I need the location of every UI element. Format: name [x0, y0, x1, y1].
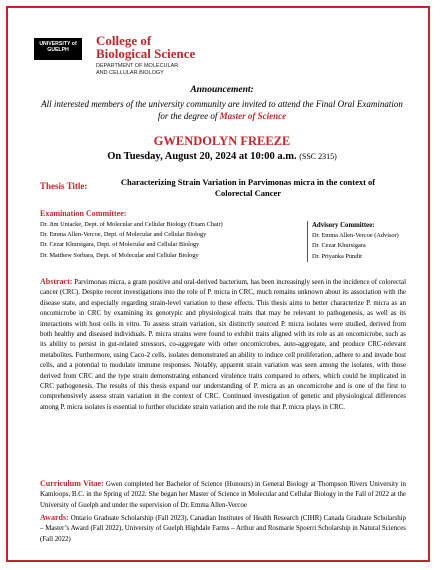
- cv-text: Gwen completed her Bachelor of Science (Honours) in General Biology at Thompson Rivers University in Kamloops, B.C. in the Spring of 2022. She began her Master of Science in Molecular and Cellular Biology in the Fall of 2022 at the University of Guelph and under the supervision of Dr. Emma Allen-Vercoe: [40, 481, 406, 509]
- advisory-label: Advisory Committee:: [312, 222, 375, 229]
- college-line2: Biological Science: [96, 46, 196, 61]
- abstract-text: Parvimonas micra, a gram positive and oral-derived bacterium, has been increasingly seen in the incidence of colorectal cancer (CRC). Despite recent investigations into the role of P. micra in CRC, much remains unknown about its association with the disease state, and especially regarding strain-level variation to these effects. This thesis aims to better characterize P. micra as an oncomicrobe in CRC by examining its genotypic and physiological traits that may be relevant to pathogenesis, as well as its interactions with host cells in vitro. To assess strain variation, six distinctly sourced P. micra isolates were studied, derived from both healthy and diseased individuals. P. micra strains were found to exhibit traits aligned with its role as an oncomicrobe, such as its ability to persist in gut-related stressors, co-aggregate with other oncomicrobes, auto-aggregate, and produce CRC-relevant metabolites. Furthermore, using Caco-2 cells, isolates demonstrated an ability to induce cell proliferation, adhere to and invade host cells, and a potential to modulate immune responses. Notably, apparent strain variation was seen among the isolates, with those derived from CRC and the type strain demonstrating enhanced virulence traits compared to others, which could be implicated in CRC pathogenesis. The results of this thesis expand our understanding of P. micra as an oncomicrobe and is one of the first to comprehensively assess strain variation in the context of CRC. Continued investigation of genetic and physiological differences among P. micra isolates is essential to further elucidate strain variation and the role that P. micra plays in CRC.: [40, 279, 406, 411]
- date-line: On Tuesday, August 20, 2024 at 10:00 a.m.: [107, 151, 297, 162]
- university-logo: UNIVERSITY of GUELPH: [34, 38, 82, 60]
- dept-line1: DEPARTMENT OF MOLECULAR: [96, 63, 179, 69]
- abstract-section: [40, 277, 406, 413]
- committee-list: [40, 220, 280, 261]
- cv-section: [40, 479, 406, 511]
- thesis-title: Characterizing Strain Variation in Parvimonas micra in the context of Colorectal Cancer: [120, 177, 376, 198]
- awards-label: Awards:: [40, 513, 69, 522]
- department-name: [96, 63, 178, 76]
- candidate-name: GWENDOLYN FREEZE: [153, 134, 291, 148]
- advisory-member: Dr. Cezar Khursigara: [312, 242, 366, 250]
- abstract-label: Abstract:: [40, 277, 73, 286]
- awards-section: [40, 513, 406, 545]
- committee-member: Dr. Emma Allen-Vercoe, Dept. of Molecular and Cellular Biology: [40, 231, 207, 239]
- announcement-heading: Announcement:: [190, 85, 254, 95]
- room: (SSC 2315): [299, 152, 337, 161]
- dept-line2: AND CELLULAR BIOLOGY: [96, 69, 164, 76]
- invitation-text: [40, 98, 404, 122]
- degree-name: Master of Science: [219, 111, 287, 121]
- committee-member: Dr. Matthew Sorbara, Dept. of Molecular and Cellular Biology: [40, 251, 199, 259]
- college-line1: College of: [96, 33, 152, 48]
- invite-body: All interested members of the university community are invited to attend the Final Oral Examination for the degree of: [41, 99, 403, 121]
- advisory-committee: [307, 221, 399, 262]
- awards-text: Ontario Graduate Scholarship (Fall 2023), Canadian Institutes of Health Research (CIHR) Canada Graduate Scholarship – Master’s Award (Fall 2022), University of Guelph Highdale Farms – Arthur and Rosmarie Spoerri Scholarship in Natural Sciences (Fall 2022): [40, 515, 406, 543]
- cv-label: Curriculum Vitae:: [40, 479, 104, 488]
- committee-label: Examination Committee:: [40, 209, 127, 218]
- thesis-label: Thesis Title:: [40, 181, 88, 191]
- college-name: [96, 34, 195, 60]
- advisory-member: Dr. Emma Allen-Vercoe (Advisor): [312, 232, 399, 240]
- committee-member: Dr. Jim Uniacke, Dept. of Molecular and Cellular Biology (Exam Chair): [40, 221, 223, 228]
- advisory-member: Dr. Priyanka Pundir: [312, 252, 363, 260]
- exam-date: [0, 151, 444, 162]
- committee-member: Dr. Cezar Khursigara, Dept. of Molecular and Cellular Biology: [40, 241, 200, 249]
